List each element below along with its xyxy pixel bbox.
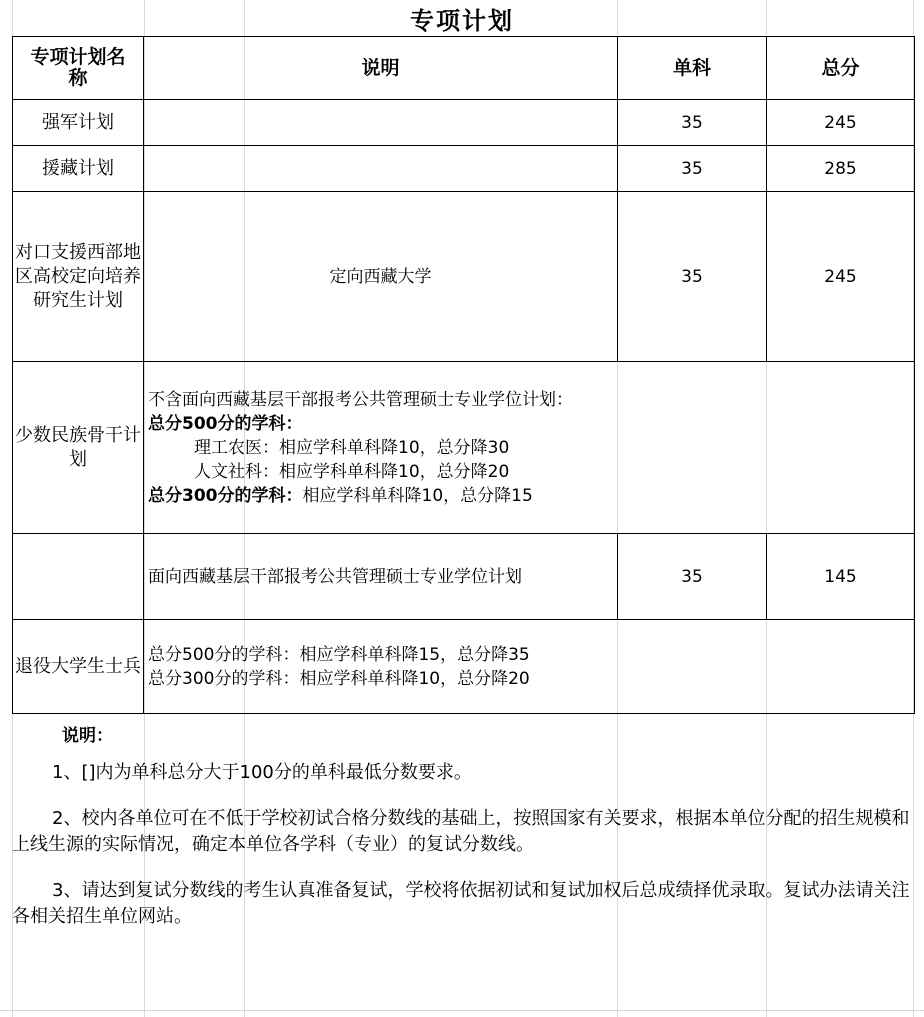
plan-desc: 面向西藏基层干部报考公共管理硕士专业学位计划: [144, 534, 618, 620]
plan-name: 退役大学生士兵: [13, 620, 144, 714]
desc-line-pair: [148, 484, 910, 508]
plan-desc: 定向西藏大学: [144, 192, 618, 362]
plan-single: 35: [618, 534, 767, 620]
table-row: [13, 100, 915, 146]
desc-line: 不含面向西藏基层干部报考公共管理硕士专业学位计划：: [148, 389, 573, 410]
desc-line: 人文社科：相应学科单科降10，总分降20: [194, 461, 510, 482]
column-header-name: 专项计划名称: [13, 37, 144, 100]
plan-single: 35: [618, 100, 767, 146]
desc-line: 总分300分的学科：相应学科单科降10，总分降20: [148, 668, 530, 689]
desc-line: 总分500分的学科：: [148, 413, 303, 434]
column-header-single: 单科: [618, 37, 767, 100]
plan-total: 245: [767, 100, 915, 146]
page-title: 专项计划: [410, 6, 514, 35]
notes: [12, 760, 914, 950]
column-header-desc: 说明: [144, 37, 618, 100]
note-item: 3、请达到复试分数线的考生认真准备复试，学校将依据初试和复试加权后总成绩择优录取。复试办法请关注各相关招生单位网站。: [12, 880, 910, 927]
grid-line: [0, 1010, 924, 1011]
note-item: 1、[]内为单科总分大于100分的单科最低分数要求。: [52, 762, 472, 783]
plan-desc: [144, 620, 915, 714]
plan-name: 援藏计划: [13, 146, 144, 192]
desc-line: 相应学科单科降10，总分降15: [302, 485, 533, 506]
column-header-total: 总分: [767, 37, 915, 100]
special-plan-table: [12, 36, 915, 714]
plan-desc: [144, 362, 915, 534]
plan-name: 强军计划: [13, 100, 144, 146]
table-row: [13, 146, 915, 192]
plan-total: 285: [767, 146, 915, 192]
table-row: [13, 620, 915, 714]
plan-desc: [144, 146, 618, 192]
plan-total: 145: [767, 534, 915, 620]
plan-name: 少数民族骨干计划: [13, 362, 144, 534]
desc-line: 总分300分的学科：: [148, 485, 303, 506]
plan-name: [13, 534, 144, 620]
notes-label: 说明：: [62, 726, 113, 746]
plan-name: 对口支援西部地区高校定向培养研究生计划: [13, 192, 144, 362]
plan-total: 245: [767, 192, 915, 362]
table-header-row: [13, 37, 915, 100]
table-row: [13, 534, 915, 620]
table-row: [13, 362, 915, 534]
table-row: [13, 192, 915, 362]
plan-single: 35: [618, 192, 767, 362]
desc-line: 理工农医：相应学科单科降10，总分降30: [194, 437, 510, 458]
desc-line: 总分500分的学科：相应学科单科降15，总分降35: [148, 644, 530, 665]
note-item: 2、校内各单位可在不低于学校初试合格分数线的基础上，按照国家有关要求，根据本单位分配的招生规模和上线生源的实际情况，确定本单位各学科（专业）的复试分数线。: [12, 808, 910, 855]
plan-desc: [144, 100, 618, 146]
plan-single: 35: [618, 146, 767, 192]
